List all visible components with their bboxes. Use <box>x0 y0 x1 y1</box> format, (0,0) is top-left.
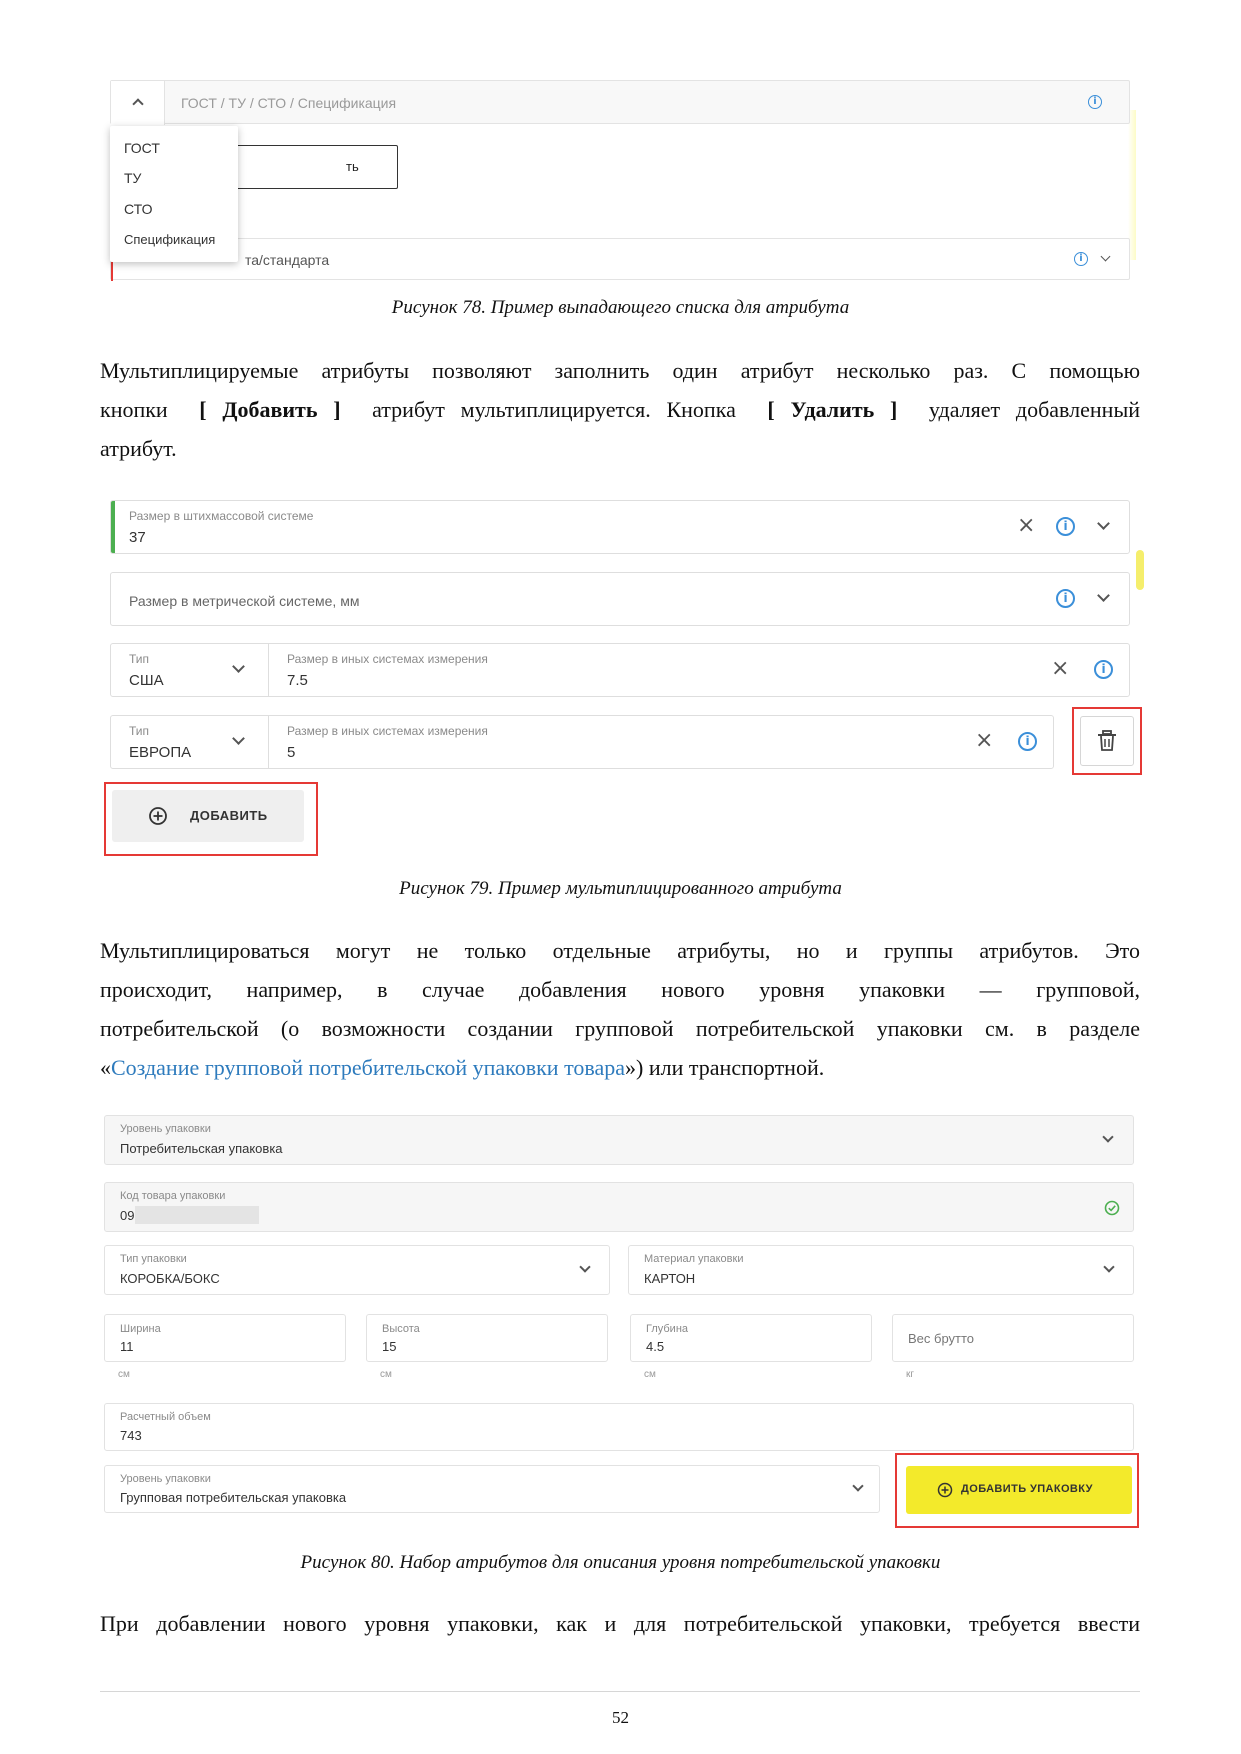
field-value: США <box>129 672 164 689</box>
add-package-button[interactable] <box>906 1466 1132 1514</box>
field-label: Материал упаковки <box>644 1253 744 1265</box>
check-circle-icon <box>1104 1200 1120 1216</box>
field-value[interactable]: 7.5 <box>287 672 308 689</box>
info-icon[interactable]: i <box>1088 95 1102 109</box>
field-label: Ширина <box>120 1323 161 1335</box>
paragraph-multiplied-groups <box>100 931 1140 1087</box>
package-level-select[interactable] <box>104 1115 1134 1165</box>
chevron-down-icon <box>232 660 245 673</box>
field-label: Тип упаковки <box>120 1253 187 1265</box>
clear-icon[interactable]: × <box>1017 513 1036 538</box>
field-label: Высота <box>382 1323 420 1335</box>
field-value: 11 <box>120 1339 134 1354</box>
field-value: КАРТОН <box>644 1271 696 1286</box>
metric-size-field[interactable] <box>110 572 1130 626</box>
figure-78-caption: Рисунок 78. Пример выпадающего списка для атрибута <box>391 297 850 318</box>
field-label: Уровень упаковки <box>120 1473 211 1485</box>
paragraph-new-level <box>100 1604 1140 1643</box>
package-level-select-2[interactable] <box>104 1465 880 1513</box>
field-value: 09 <box>120 1208 135 1223</box>
chevron-down-icon[interactable] <box>1097 589 1110 602</box>
chevron-up-icon <box>132 98 143 109</box>
field-label: Тип <box>129 724 150 738</box>
trash-icon <box>1097 730 1117 752</box>
chevron-down-icon <box>232 732 245 745</box>
shtihmass-size-field[interactable] <box>110 500 1130 554</box>
field-placeholder: Вес брутто <box>908 1331 975 1346</box>
chevron-down-icon[interactable] <box>1097 517 1110 530</box>
standard-type-placeholder: ГОСТ / ТУ / СТО / Спецификация <box>181 95 397 111</box>
unit-label: см <box>644 1369 656 1380</box>
field-value[interactable]: 5 <box>287 744 296 761</box>
package-type-select[interactable] <box>104 1245 610 1295</box>
gross-weight-field[interactable] <box>892 1314 1134 1362</box>
paragraph-line: Мультиплицироваться могут не только отдельные атрибуты, но и группы атрибутов. Это <box>100 938 1140 963</box>
delete-button[interactable] <box>1080 716 1134 766</box>
collapse-toggle[interactable] <box>111 81 165 125</box>
type-select[interactable] <box>111 644 269 696</box>
standard-number-placeholder: та/стандарта <box>245 252 330 268</box>
paragraph-line: кнопки [ Добавить ] атрибут мультиплицируется. Кнопка [ Удалить ] удаляет добавленный <box>100 397 1140 422</box>
standard-type-select[interactable] <box>110 80 1130 124</box>
chevron-down-icon <box>579 1261 590 1272</box>
page-number: 52 <box>612 1708 629 1727</box>
field-label: Глубина <box>646 1323 689 1335</box>
package-material-select[interactable] <box>628 1245 1134 1295</box>
figure-80-caption: Рисунок 80. Набор атрибутов для описания уровня потребительской упаковки <box>300 1552 941 1573</box>
info-icon[interactable]: i <box>1056 517 1075 536</box>
field-value: 37 <box>129 529 146 546</box>
volume-field[interactable] <box>104 1403 1134 1451</box>
height-field[interactable] <box>366 1314 608 1362</box>
info-icon[interactable]: i <box>1056 589 1075 608</box>
paragraph-line: При добавлении нового уровня упаковки, как и для потребительской упаковки, требуется ввести <box>100 1611 1140 1636</box>
unit-label: см <box>118 1369 130 1380</box>
add-package-label: ДОБАВИТЬ УПАКОВКУ <box>961 1483 1093 1495</box>
field-value: Потребительская упаковка <box>120 1141 283 1156</box>
standard-number-field[interactable] <box>110 238 1130 280</box>
paragraph-line: происходит, например, в случае добавления нового уровня упаковки — групповой, <box>100 977 1140 1002</box>
plus-circle-icon <box>148 806 168 826</box>
paragraph-multiplied-attributes <box>100 351 1140 468</box>
add-button-label: ДОБАВИТЬ <box>190 808 268 823</box>
chevron-down-icon <box>1103 1261 1114 1272</box>
quote-close: ») или транспортной. <box>625 1055 825 1080</box>
info-icon[interactable]: i <box>1094 660 1113 679</box>
figure-79-caption: Рисунок 79. Пример мультиплицированного атрибута <box>399 878 842 899</box>
field-placeholder: Размер в метрической системе, мм <box>129 593 360 609</box>
field-value: Групповая потребительская упаковка <box>120 1490 347 1505</box>
chevron-down-icon <box>852 1480 863 1491</box>
width-field[interactable] <box>104 1314 346 1362</box>
partially-hidden-button[interactable] <box>230 145 398 189</box>
field-label: Расчетный объем <box>120 1411 211 1423</box>
field-label: Размер в штихмассовой системе <box>129 509 314 523</box>
chevron-down-icon[interactable] <box>1101 252 1111 262</box>
standard-type-dropdown <box>110 126 238 262</box>
info-icon[interactable]: i <box>1018 732 1037 751</box>
field-label: Код товара упаковки <box>120 1190 226 1202</box>
yellow-edge-glow <box>1136 550 1144 590</box>
info-icon[interactable]: i <box>1074 252 1088 266</box>
field-label: Размер в иных системах измерения <box>287 724 488 738</box>
figure-78 <box>110 80 1140 280</box>
paragraph-line: Мультиплицируемые атрибуты позволяют заполнить один атрибут несколько раз. С помощью <box>100 358 1140 383</box>
field-value: 4.5 <box>646 1339 665 1354</box>
paragraph-line <box>100 1048 1140 1087</box>
field-label: Тип <box>129 652 150 666</box>
dropdown-option[interactable]: ГОСТ <box>124 140 160 156</box>
field-value: КОРОБКА/БОКС <box>120 1271 220 1286</box>
other-size-row <box>110 715 1054 769</box>
clear-icon[interactable]: × <box>975 728 994 753</box>
valid-indicator <box>111 501 115 553</box>
field-value: 15 <box>382 1339 397 1354</box>
paragraph-line: потребительской (о возможности создании групповой потребительской упаковки см. в разделе <box>100 1016 1140 1041</box>
dropdown-option[interactable]: ТУ <box>124 170 142 186</box>
field-label: Размер в иных системах измерения <box>287 652 488 666</box>
unit-label: кг <box>906 1369 915 1380</box>
dropdown-option[interactable]: СТО <box>124 201 153 217</box>
field-value: 743 <box>120 1428 142 1443</box>
section-link[interactable]: Создание групповой потребительской упаковки товара <box>111 1055 626 1080</box>
depth-field[interactable] <box>630 1314 872 1362</box>
add-button[interactable] <box>112 790 304 842</box>
button-label-fragment: ть <box>346 159 359 174</box>
chevron-down-icon <box>1102 1131 1113 1142</box>
footer-divider <box>100 1691 1140 1692</box>
unit-label: см <box>380 1369 392 1380</box>
package-code-field[interactable] <box>104 1182 1134 1232</box>
redacted-block <box>135 1206 259 1224</box>
dropdown-option[interactable]: Спецификация <box>124 232 216 247</box>
type-select[interactable] <box>111 716 269 768</box>
field-label: Уровень упаковки <box>120 1123 211 1135</box>
clear-icon[interactable]: × <box>1051 656 1070 681</box>
quote-open: « <box>100 1055 111 1080</box>
paragraph-line: атрибут. <box>100 436 177 461</box>
field-value: ЕВРОПА <box>129 744 192 761</box>
other-size-row <box>110 643 1130 697</box>
plus-circle-icon <box>937 1482 953 1498</box>
